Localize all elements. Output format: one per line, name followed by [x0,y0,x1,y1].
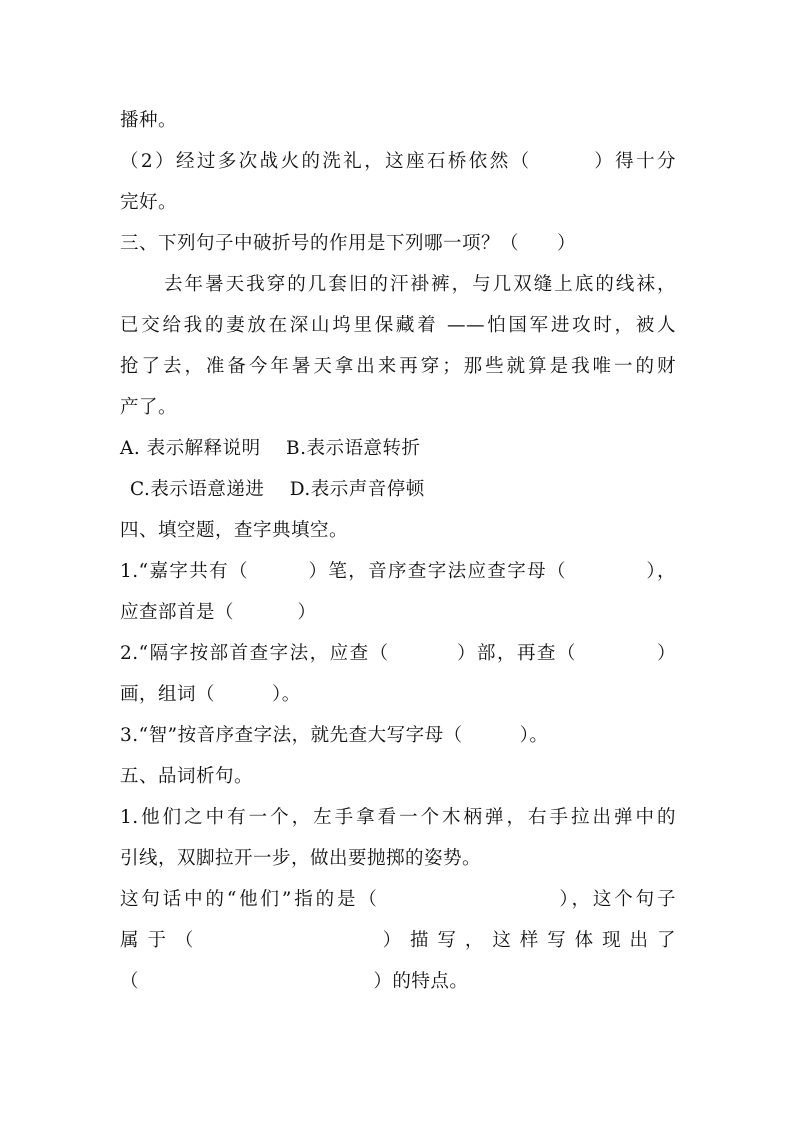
question-text-line: 画，组词（ ）。 [120,684,301,705]
question-text-line: 1.他们之中有一个，左手拿看一个木柄弹，右手拉出弹中的 [120,807,676,828]
passage-line: 产了。 [120,397,178,418]
passage-line: 去年暑天我穿的几套旧的汗褂裤，与几双缝上底的线袜， [164,274,676,295]
exam-page [120,100,676,1002]
answer-option: C.表示语意递进 D.表示声音停顿 [130,479,425,500]
passage-line: 抢了去，准备今年暑天拿出来再穿；那些就算是我唯一的财 [120,356,676,377]
section-heading: 四、填空题，查字典填空。 [120,520,349,541]
question-text-line: （2）经过多次战火的洗礼，这座石桥依然（ ）得十分 [120,151,676,172]
section-heading: 五、品词析句。 [120,766,254,787]
question-text-line: 1.“嘉字共有（ ）笔，音序查字法应查字母（ ）， [120,561,676,582]
passage-line: 已交给我的妻放在深山坞里保藏着 ——怕国军进攻时，被人 [120,315,676,336]
question-text-line: 引线，双脚拉开一步，做出要抛掷的姿势。 [120,848,482,869]
answer-option: A. 表示解释说明 B.表示语意转折 [120,438,421,459]
question-text-line: 应查部首是（ ） [120,602,317,623]
question-text-line: 这句话中的“他们”指的是（ ），这个句子 [120,889,676,910]
question-text-line: （ ）的特点。 [120,971,469,992]
question-text-line: 播种。 [120,110,178,131]
question-text-line: 2.“隔字按部首查字法，应查（ ）部，再查（ ） [120,643,676,664]
section-heading: 三、下列句子中破折号的作用是下列哪一项？（ ） [120,233,577,254]
question-text-line: 3.“智”按音序查字法，就先查大写字母（ ）。 [120,725,549,746]
question-text-line: 属 于 （ ） 描 写 ， 这 样 写 体 现 出 了 [120,930,676,951]
question-text-line: 完好。 [120,192,178,213]
